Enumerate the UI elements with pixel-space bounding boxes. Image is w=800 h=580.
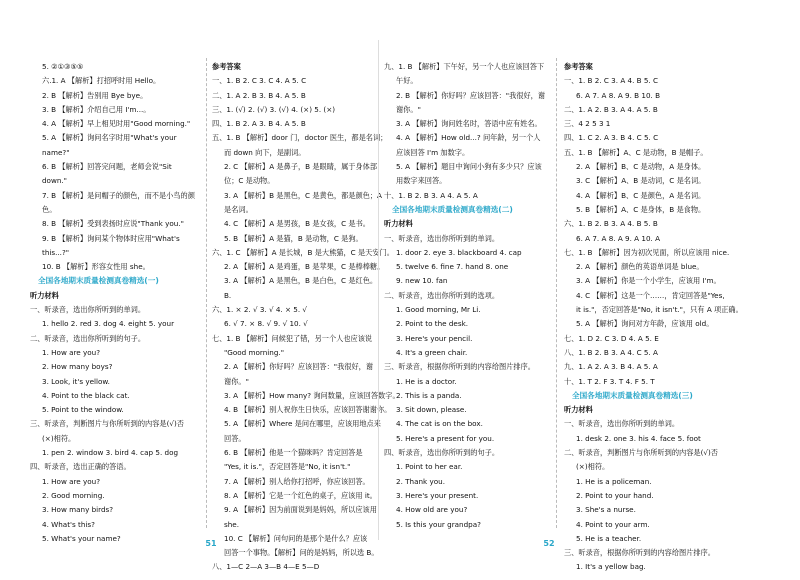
text-line: 二、1. A 2. B 3. B 4. A 5. B [212, 90, 306, 100]
text-line: 六、1. B 2. B 3. A 4. B 5. B [564, 219, 658, 229]
text-line: 五、1. B 【解析】A、C 是动物，B 是帽子。 [564, 147, 708, 157]
text-line: 4. How old are you? [396, 505, 468, 515]
text-line: 应该回答 I'm 加数字。 [396, 147, 470, 157]
text-line: 1. door 2. eye 3. blackboard 4. cap [396, 247, 522, 257]
section-title: 全国各地期末质量检测真卷精选(一) [38, 276, 159, 286]
text-line: 1. It's a yellow bag. [576, 562, 646, 572]
text-line: 2. Point to the desk. [396, 319, 469, 329]
text-line: 九、1. B 【解析】下午好，另一个人也应该回答下 [384, 62, 545, 71]
text-line: 5. A 【解析】Where 是问在哪里，应该用地点来 [224, 419, 381, 429]
right-page-column-1 [384, 60, 564, 532]
text-line: 2. A 【解析】颜色的英语单词是 blue。 [576, 262, 704, 272]
text-line: this...?" [42, 247, 70, 257]
text-line: "Yes, it is."，否定回答是"No, it isn't." [224, 462, 351, 472]
text-line: 是名词。 [224, 204, 253, 214]
text-line: 色。 [42, 204, 57, 214]
text-line: 2. A 【解析】A 是鸡蛋，B 是苹果，C 是棒棒糖。 [224, 262, 385, 272]
text-line: 5. Is this your grandpa? [396, 519, 481, 529]
text-line: (×)相符。 [42, 433, 76, 443]
text-line: 10. B 【解析】形容女性用 she。 [42, 262, 150, 272]
text-line: 九、1. A 2. A 3. B 4. A 5. A [564, 362, 658, 372]
text-line: 谢你。" [224, 376, 249, 386]
text-line: 三、1. (√) 2. (√) 3. (√) 4. (×) 5. (×) [212, 104, 336, 114]
text-line: 5. ②①③⑤⑤ [42, 62, 84, 71]
text-line: 1. pen 2. window 3. bird 4. cap 5. dog [42, 448, 179, 458]
text-line: 回答。 [224, 433, 246, 443]
text-line: 十、1. T 2. F 3. T 4. F 5. T [564, 376, 655, 386]
text-line: 十、1. B 2. B 3. A 4. A 5. A [384, 190, 478, 200]
text-line: 5. B 【解析】A 是猫，B 是动物，C 是狗。 [224, 233, 363, 243]
text-line: 1. How are you? [42, 347, 101, 357]
text-line: 八、1—C 2—A 3—B 4—E 5—D [212, 562, 320, 572]
text-line: 5. Point to the window. [42, 405, 124, 415]
text-line: 3. A 【解析】A 是黑色，B 是白色，C 是红色。 [224, 276, 378, 286]
text-line: 午好。 [396, 76, 418, 86]
text-line: 5. B 【解析】A、C 是身体，B 是食物。 [576, 204, 706, 214]
text-line: 五、1. B 【解析】door 门，doctor 医生，都是名词； [212, 133, 388, 143]
text-line: 4. Point to the black cat. [42, 390, 130, 400]
text-line: 3. Here's your pencil. [396, 333, 473, 343]
text-line: 用数字来回答。 [396, 176, 447, 186]
text-line: 8. B 【解析】受到表扬时应说"Thank you." [42, 219, 184, 229]
text-line: 4. It's a green chair. [396, 347, 468, 357]
page-number-right: 52 [536, 535, 562, 553]
text-line: 5. What's your name? [42, 533, 121, 543]
text-line: 3. How many birds? [42, 505, 114, 515]
text-line: 6. A 7. A 8. A 9. B 10. B [576, 90, 661, 100]
text-line: 1. He is a doctor. [396, 376, 457, 386]
text-line: 六、1. C 【解析】A 是长城，B 是大熊猫，C 是天安门。 [212, 247, 394, 257]
text-line: 4. A 【解析】B、C 是颜色，A 是名词。 [576, 190, 706, 200]
text-line: 1. How are you? [42, 476, 101, 486]
text-line: 一、听录音，选出你所听到的单词。 [30, 305, 146, 315]
text-line: 2. A 【解析】你好吗？应该回答："我很好，谢 [224, 362, 374, 372]
text-line: 1. desk 2. one 3. his 4. face 5. foot [576, 433, 701, 443]
text-line: 4. What's this? [42, 519, 95, 529]
text-line: she. [224, 519, 240, 529]
text-line: 4. Point to your arm. [576, 519, 650, 529]
text-line: 3. Here's your present. [396, 490, 479, 500]
text-line: 回答一个事物。【解析】问的是妈妈，所以选 B。 [224, 548, 379, 558]
text-line: 1. He is a policeman. [576, 476, 652, 486]
text-line: 三、听录音，根据你所听到的内容给图片排序。 [384, 362, 535, 372]
text-line: 9. B 【解析】询问某个物体时应用"What's [42, 233, 180, 243]
text-line: 六、1. × 2. √ 3. √ 4. × 5. √ [212, 305, 308, 315]
text-line: 7. A 【解析】别人给你打招呼，你应该回答。 [224, 476, 370, 486]
text-line: 4. C 【解析】这是一个……，肯定回答是"Yes, [576, 290, 725, 300]
text-line: 2. B 【解析】你好吗？应该回答："我很好，谢 [396, 90, 546, 100]
text-line: 3. A 【解析】你是一个小学生，应该用 I'm。 [576, 276, 721, 286]
section-heading: 听力材料 [30, 290, 59, 300]
text-line: 5. twelve 6. fine 7. hand 8. one [396, 262, 509, 272]
column-divider [556, 58, 557, 528]
text-line: 2. B 【解析】告别用 Bye bye。 [42, 90, 148, 100]
text-line: 一、听录音，选出你所听到的单词。 [564, 419, 680, 429]
text-line: 一、1. B 2. C 3. C 4. A 5. C [212, 76, 307, 86]
text-line: 4. B 【解析】别人祝你生日快乐，应该回答谢谢你。 [224, 405, 392, 415]
text-line: 谢你。" [396, 104, 421, 114]
text-line: 6. √ 7. × 8. √ 9. √ 10. √ [224, 319, 308, 329]
text-line: 2. Good morning. [42, 490, 105, 500]
text-line: 5. A 【解析】询问名字时用"What's your [42, 133, 177, 143]
text-line: 七、1. B 【解析】问候犯了错，另一个人也应该说 [212, 333, 373, 343]
text-line: 3. A 【解析】How many? 询问数量，应该回答数字。 [224, 390, 400, 400]
text-line: 4. C 【解析】A 是男孩，B 是女孩，C 是书。 [224, 219, 370, 229]
text-line: 2. Thank you. [396, 476, 445, 486]
text-line: 2. How many boys? [42, 362, 113, 372]
text-line: 5. A 【解析】询问对方年龄，应该用 old。 [576, 319, 714, 329]
section-heading: 参考答案 [564, 62, 593, 71]
text-line: 二、1. A 2. B 3. A 4. A 5. B [564, 104, 658, 114]
text-line: 3. B 【解析】介绍自己用 I'm...。 [42, 104, 151, 114]
text-line: 4. A 【解析】早上相见时用"Good morning." [42, 119, 191, 129]
text-line: 而 down 向下，是副词。 [224, 147, 306, 157]
text-line: B. [224, 290, 232, 300]
text-line: 6. B 【解析】他是一个猫咪吗？肯定回答是 [224, 448, 363, 458]
text-line: 八、1. B 2. B 3. A 4. C 5. A [564, 347, 658, 357]
text-line: 9. A 【解析】因为前面说到是妈妈，所以应该用 [224, 505, 377, 515]
text-line: 三、听录音，根据你所听到的内容给图片排序。 [564, 548, 715, 558]
text-line: 3. A 【解析】询问姓名时，答语中应有姓名。 [396, 119, 542, 129]
section-title: 全国各地期末质量检测真卷精选(三) [572, 390, 693, 400]
text-line: "Good morning." [224, 347, 285, 357]
text-line: 1. Good morning, Mr Li. [396, 305, 481, 315]
text-line: 3. C 【解析】A、B 是动词，C 是名词。 [576, 176, 706, 186]
section-title: 全国各地期末质量检测真卷精选(二) [392, 204, 513, 214]
text-line: 5. A 【解析】题目中询问小狗有多少只？应该 [396, 162, 542, 172]
text-line: 二、听录音，选出你所听到的句子。 [30, 333, 146, 343]
text-line: 7. B 【解析】是问帽子的颜色，而不是小鸟的颜 [42, 190, 195, 200]
text-line: 位；C 是动物。 [224, 176, 275, 186]
text-line: 一、1. B 2. C 3. A 4. B 5. C [564, 76, 659, 86]
text-line: 二、听录音，选出你所听到的选项。 [384, 290, 500, 300]
text-line: 一、听录音，选出你所听到的单词。 [384, 233, 500, 243]
text-line: 4. A 【解析】How old...? 问年龄，另一个人 [396, 133, 541, 143]
text-line: 1. hello 2. red 3. dog 4. eight 5. your [42, 319, 175, 329]
text-line: name?" [42, 147, 70, 157]
text-line: 6. A 7. A 8. A 9. A 10. A [576, 233, 661, 243]
text-line: down." [42, 176, 67, 186]
text-line: 四、听录音，选出正确的答语。 [30, 462, 131, 472]
text-line: 3. Sit down, please. [396, 405, 467, 415]
section-heading: 听力材料 [384, 219, 413, 229]
text-line: 3. Look, it's yellow. [42, 376, 110, 386]
text-line: 2. Point to your hand. [576, 490, 654, 500]
text-line: 1. Point to her ear. [396, 462, 463, 472]
text-line: 四、听录音，选出你所听到的句子。 [384, 448, 500, 458]
text-line: (×)相符。 [576, 462, 610, 472]
text-line: 2. A 【解析】B、C 是动物，A 是身体。 [576, 162, 706, 172]
text-line: 3. She's a nurse. [576, 505, 636, 515]
text-line: 4. The cat is on the box. [396, 419, 483, 429]
text-line: 5. He is a teacher. [576, 533, 642, 543]
text-line: 三、听录音，判断图片与你所听到的内容是(√)否 [30, 419, 184, 429]
text-line: 四、1. C 2. A 3. B 4. C 5. C [564, 133, 659, 143]
text-line: 8. A 【解析】它是一个红色的桌子，应该用 it。 [224, 490, 377, 500]
page-number-left: 51 [198, 535, 224, 553]
text-line: 9. new 10. fan [396, 276, 448, 286]
text-line: 四、1. B 2. A 3. B 4. A 5. B [212, 119, 306, 129]
right-page-column-2 [564, 60, 744, 575]
text-line: 2. C 【解析】A 是鼻子，B 是眼睛，属于身体部 [224, 162, 378, 172]
text-line: 10. C 【解析】问句问的是那个是什么？应该 [224, 533, 368, 543]
text-line: 二、听录音，判断图片与你所听到的内容是(√)否 [564, 448, 718, 458]
section-heading: 听力材料 [564, 405, 593, 415]
text-line: 六.1. A 【解析】打招呼时用 Hello。 [42, 76, 161, 86]
text-line: 3. A 【解析】B 是黑色，C 是黄色，都是颜色；A [224, 190, 382, 200]
section-heading: 参考答案 [212, 62, 241, 71]
text-line: 七、1. B 【解析】因为初次见面，所以应该用 nice. [564, 247, 730, 257]
text-line: 七、1. D 2. C 3. D 4. A 5. E [564, 333, 659, 343]
text-line: 5. Here's a present for you. [396, 433, 495, 443]
text-line: it is."，否定回答是"No, it isn't."，只有 A 项正确。 [576, 305, 743, 315]
text-line: 2. This is a panda. [396, 390, 462, 400]
text-line: 三、4 2 5 3 1 [564, 119, 611, 129]
text-line: 6. B 【解析】回答完问题，老师会说"Sit [42, 162, 172, 172]
